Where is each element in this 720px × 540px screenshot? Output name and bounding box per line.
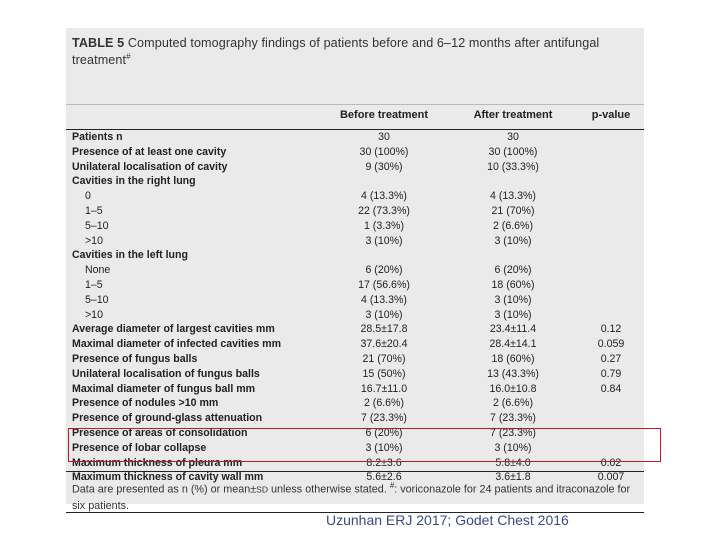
table-row [66,204,644,219]
row-label: Presence of areas of consolidation [72,427,248,439]
cell-after: 4 (13.3%) [490,190,536,203]
row-label: 0 [85,190,91,203]
row-label: Presence of at least one cavity [72,145,227,158]
table-title-line-1 [72,36,599,50]
table-title-text: Computed tomography findings of patients before and 6–12 months after antifungal [124,36,600,50]
row-label: Presence of fungus balls [72,353,198,365]
header-before: Before treatment [339,109,429,121]
table-row [66,322,644,337]
cell-after: 3.6±1.8 [495,471,531,484]
cell-before: 28.5±17.8 [360,323,408,336]
row-label: 1–5 [85,205,103,217]
table-row [66,411,644,426]
row-label: Maximum thickness of cavity wall mm [72,471,264,484]
cell-after: 2 (6.6%) [492,219,534,232]
footnote-symbol: # [389,481,395,490]
cell-before: 30 [378,131,390,143]
cell-before: 3 (10%) [365,234,403,247]
cell-pvalue: 0.79 [600,367,622,380]
footnote-text-1: Data are presented as n (%) or mean± [72,483,257,496]
cell-after: 3 (10%) [494,293,532,306]
cell-after: 6 (20%) [494,264,532,277]
cell-pvalue: 0.84 [600,382,622,395]
cell-before: 3 (10%) [365,441,403,454]
cell-before: 4 (13.3%) [361,293,407,306]
table-header [66,104,644,130]
table-row [66,293,644,308]
row-label: 5–10 [85,293,109,306]
cell-after: 3 (10%) [494,234,532,247]
row-label: Maximum thickness of pleura mm [72,456,243,469]
row-label: Presence of nodules >10 mm [72,397,219,410]
row-label: 5–10 [85,219,109,232]
cell-before: 16.7±11.0 [360,382,408,395]
cell-before: 8.2±3.6 [366,456,402,469]
cell-before: 5.6±2.6 [366,471,402,484]
table-row [66,278,644,293]
table-title-symbol: # [126,52,131,61]
cell-before: 6 (20%) [365,427,403,439]
highlight-box [68,428,661,462]
cell-after: 18 (60%) [491,279,535,291]
table-title-text-2: treatment [72,53,127,68]
cell-before: 22 (73.3%) [358,205,410,217]
cell-before: 37.6±20.4 [360,338,408,351]
cell-before: 2 (6.6%) [363,397,405,410]
cell-after: 5.8±4.0 [495,456,531,469]
cell-pvalue: 0.27 [600,353,622,365]
cell-after: 23.4±11.4 [489,323,537,336]
row-label: Unilateral localisation of fungus balls [72,367,260,380]
cell-before: 1 (3.3%) [363,219,405,232]
table-title-line-2 [72,52,131,67]
cell-before: 30 (100%) [359,145,409,158]
cell-after: 13 (43.3%) [487,367,539,380]
row-label: Cavities in the left lung [72,249,188,262]
cell-pvalue: 0.059 [597,338,625,351]
cell-before: 15 (50%) [362,367,406,380]
row-label: Cavities in the right lung [72,175,196,188]
footnote-text-3: : voriconazole for 24 patients and itraconazole for six patients. [72,483,631,512]
row-label: 1–5 [85,279,103,291]
cell-after: 2 (6.6%) [492,397,534,410]
cell-pvalue: 0.02 [600,456,622,469]
row-label: Unilateral localisation of cavity [72,160,228,173]
row-label: Average diameter of largest cavities mm [72,323,275,336]
table-bottom-rule [66,471,644,472]
cell-before: 4 (13.3%) [361,190,407,203]
cell-after: 7 (23.3%) [490,412,536,425]
row-label: Patients n [72,131,123,143]
cell-before: 6 (20%) [365,264,403,277]
row-label: Presence of lobar collapse [72,441,207,454]
header-after: After treatment [473,109,553,121]
row-label: None [85,264,111,277]
table-row [66,263,644,278]
table-number: TABLE 5 [72,36,125,50]
cell-after: 3 (10%) [494,308,532,321]
cell-after: 10 (33.3%) [487,160,539,173]
cell-after: 3 (10%) [494,441,532,454]
cell-before: 7 (23.3%) [361,412,407,425]
table-row [66,189,644,204]
cell-before: 9 (30%) [365,160,403,173]
table-row [66,219,644,234]
footnote-sd: SD [256,484,268,495]
table-row [66,174,644,189]
table-row [66,396,644,411]
cell-after: 7 (23.3%) [490,427,536,439]
cell-after: 30 (100%) [488,145,538,158]
table-row [66,308,644,323]
table-row [66,382,644,397]
row-label: >10 [85,234,103,247]
row-label: Maximal diameter of fungus ball mm [72,382,256,395]
cell-after: 30 [507,131,519,143]
cell-after: 16.0±10.8 [489,382,537,395]
row-label: Presence of ground-glass attenuation [72,412,263,425]
table-row [66,367,644,382]
cell-after: 18 (60%) [491,353,535,365]
cell-before: 21 (70%) [362,353,406,365]
table-row [66,130,644,145]
row-label: >10 [85,308,103,321]
table-row [66,337,644,352]
table-row [66,234,644,249]
table-row [66,160,644,175]
cell-after: 28.4±14.1 [489,338,537,351]
cell-pvalue: 0.12 [600,323,622,336]
cell-before: 17 (56.6%) [358,279,410,291]
table-row [66,248,644,263]
cell-pvalue: 0.007 [597,471,625,484]
cell-after: 21 (70%) [491,205,535,217]
header-pvalue: p-value [591,109,631,121]
footnote-text-2: unless otherwise stated. [267,483,390,496]
table-row [66,145,644,160]
row-label: Maximal diameter of infected cavities mm [72,338,282,351]
cell-before: 3 (10%) [365,308,403,321]
citation: Uzunhan ERJ 2017; Godet Chest 2016 [326,512,569,528]
table-row [66,352,644,367]
table-footnote [72,478,638,514]
